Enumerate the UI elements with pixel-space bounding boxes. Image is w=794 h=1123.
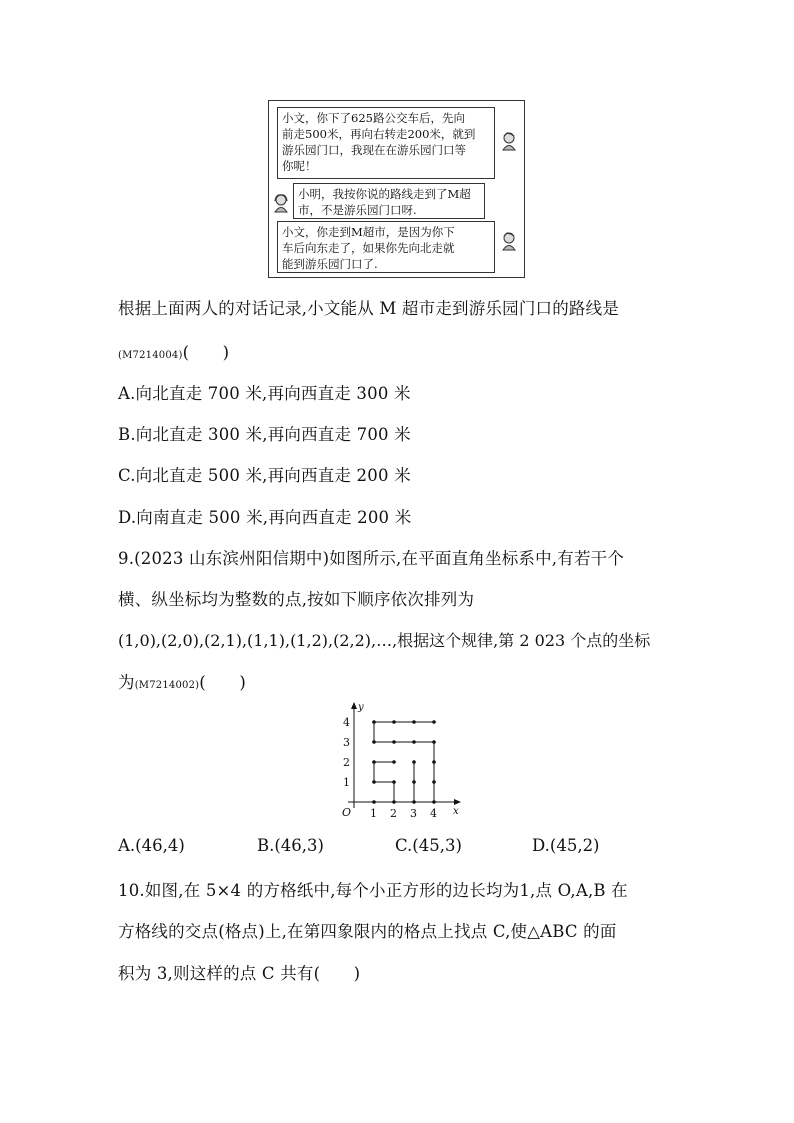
lattice-point [392, 720, 396, 724]
lattice-point [372, 780, 376, 784]
x-tick-label: 3 [410, 807, 417, 820]
lattice-point [392, 780, 396, 784]
lattice-point [432, 720, 436, 724]
q8-code-line [118, 339, 229, 363]
x-tick-label: 4 [430, 807, 437, 820]
bubble-line: 你呢！ [282, 159, 317, 173]
lattice-point [412, 740, 416, 744]
q9-option-b: B.(46,3) [257, 836, 324, 855]
origin-label: O [342, 806, 352, 819]
q9-line-4 [118, 669, 246, 693]
boy-avatar-icon [499, 131, 519, 151]
bubble-line: 小文，你下了625路公交车后，先向 [282, 111, 465, 125]
lattice-point [432, 780, 436, 784]
q10-line-1: 10.如图,在 5×4 的方格纸中,每个小正方形的边长均为1,点 O,A,B 在 [118, 881, 628, 900]
q9-option-c: C.(45,3) [395, 836, 462, 855]
lattice-point [392, 760, 396, 764]
y-tick-label: 1 [343, 776, 350, 789]
girl-avatar-icon [271, 193, 291, 213]
lattice-point [432, 760, 436, 764]
y-tick-label: 4 [343, 716, 350, 729]
y-tick-label: 3 [343, 736, 350, 749]
lattice-point [372, 740, 376, 744]
path-segment [374, 762, 394, 802]
question-code: (M7214002) [134, 680, 200, 691]
lattice-point [432, 800, 436, 804]
y-axis-arrow [351, 702, 357, 709]
q8-option-c: C.向北直走 500 米,再向西直走 200 米 [118, 466, 411, 485]
bubble-line: 车后向东走了，如果你先向北走就 [282, 241, 455, 255]
q9-line-1: 9.(2023 山东滨州阳信期中)如图所示,在平面直角坐标系中,有若干个 [118, 549, 625, 568]
speech-bubble-xiaowen [293, 183, 485, 219]
y-axis-label: y [358, 702, 364, 713]
lattice-point [372, 760, 376, 764]
q8-option-b: B.向北直走 300 米,再向西直走 700 米 [118, 425, 411, 444]
lattice-point [392, 800, 396, 804]
q9-line-2: 横、纵坐标均为整数的点,按如下顺序依次排列为 [118, 590, 475, 609]
bubble-line: 前走500米，再向右转走200米，就到 [282, 127, 476, 141]
bubble-line: 市，不是游乐园门口呀. [298, 203, 417, 217]
q10-line-3: 积为 3,则这样的点 C 共有( ) [118, 964, 361, 983]
bubble-line: 小明，我按你说的路线走到了M超 [298, 187, 471, 201]
lattice-point [372, 800, 376, 804]
lattice-point [412, 720, 416, 724]
q8-option-a: A.向北直走 700 米,再向西直走 300 米 [118, 384, 411, 403]
lattice-point [372, 720, 376, 724]
boy-avatar-icon [499, 231, 519, 251]
speech-bubble-xiaoming-2 [277, 221, 495, 273]
x-axis-label: x [453, 806, 459, 817]
lattice-point [432, 740, 436, 744]
bubble-line: 小文，你走到M超市，是因为你下 [282, 225, 455, 239]
q9-option-d: D.(45,2) [532, 836, 600, 855]
coordinate-graph [330, 700, 465, 822]
lattice-point [412, 760, 416, 764]
x-axis-arrow [454, 799, 461, 805]
lattice-point [412, 800, 416, 804]
q9-option-a: A.(46,4) [118, 836, 185, 855]
dialogue-figure [268, 100, 525, 278]
q8-option-d: D.向南直走 500 米,再向西直走 200 米 [118, 508, 412, 527]
q10-line-2: 方格线的交点(格点)上,在第四象限内的格点上找点 C,使△ABC 的面 [118, 922, 617, 941]
lattice-point [392, 740, 396, 744]
question-code: (M7214004) [118, 350, 183, 361]
q9-prefix: 为 [118, 673, 135, 692]
answer-paren: ( ) [182, 343, 230, 362]
x-tick-label: 1 [370, 807, 377, 820]
q9-line-3: (1,0),(2,0),(2,1),(1,1),(1,2),(2,2),…,根据这个规律,第 2 023 个点的坐标 [118, 631, 651, 650]
q8-stem: 根据上面两人的对话记录,小文能从 M 超市走到游乐园门口的路线是 [118, 299, 620, 318]
y-tick-label: 2 [343, 756, 350, 769]
x-tick-label: 2 [390, 807, 397, 820]
lattice-point [412, 780, 416, 784]
bubble-line: 能到游乐园门口了. [282, 257, 378, 271]
speech-bubble-xiaoming-1 [277, 107, 495, 179]
bubble-line: 游乐园门口，我现在在游乐园门口等 [282, 143, 466, 157]
answer-paren: ( ) [199, 673, 246, 692]
